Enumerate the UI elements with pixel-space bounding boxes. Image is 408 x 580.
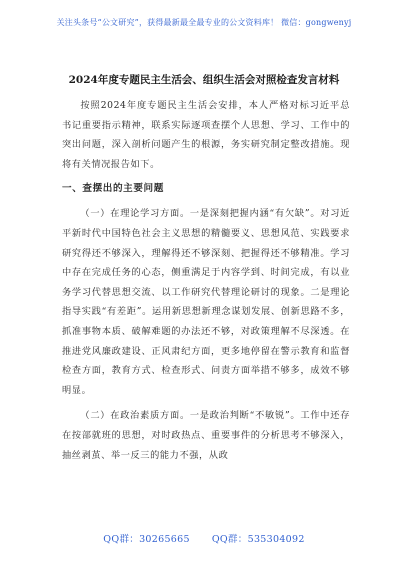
promo-banner-link[interactable]: 关注头条号“公文研究”，获得最新最全最专业的公文资料库！ 微信：gongwenyj	[56, 18, 352, 27]
document-title: 2024年度专题民主生活会、组织生活会对照检查发言材料	[68, 74, 340, 86]
section-heading: 一、查摆出的主要问题	[62, 183, 164, 195]
document-body	[62, 96, 350, 465]
intro-paragraph: 按照2024年度专题民主生活会安排，本人严格对标习近平总书记重要指示精神，联系实际逐项查摆个人思想、学习、工作中的突出问题，深入剖析问题产生的根源，务实研究制定整改措施。现将有关情况报告如下。	[62, 100, 350, 170]
body-paragraph: （二）在政治素质方面。一是政治判断“不敏锐”。工作中还存在按部就班的思想，对时政热点、重要事件的分析思考不够深入，抽丝剥茧、举一反三的能力不强，从政	[62, 410, 350, 461]
footer-contact	[0, 531, 408, 545]
qq-group-link[interactable]: QQ群：535304092	[211, 534, 305, 545]
qq-group-link[interactable]: QQ群：30265665	[103, 534, 190, 545]
body-paragraph: （一）在理论学习方面。一是深刻把握内涵“有欠缺”。对习近平新时代中国特色社会主义思想的精髓要义、思想风范、实践要求研究得还不够深入，理解得还不够深刻、把握得还不够精准。学习中存在完成任务的心态，侧重满足于内容学到、时间完成，有以业务学习代替思想交流、以工作研究代替理论研讨的现象。二是理论指导实践“有差距”。运用新思想新理念谋划发展、创新思路不多，抓准事物本质、破解难题的办法还不够，对政策理解不尽深透。在推进党风廉政建设、正风肃纪方面，更多地停留在警示教育和监督检查方面，教育方式、检查形式、问责方面举措不够多，成效不够明显。	[62, 208, 350, 396]
